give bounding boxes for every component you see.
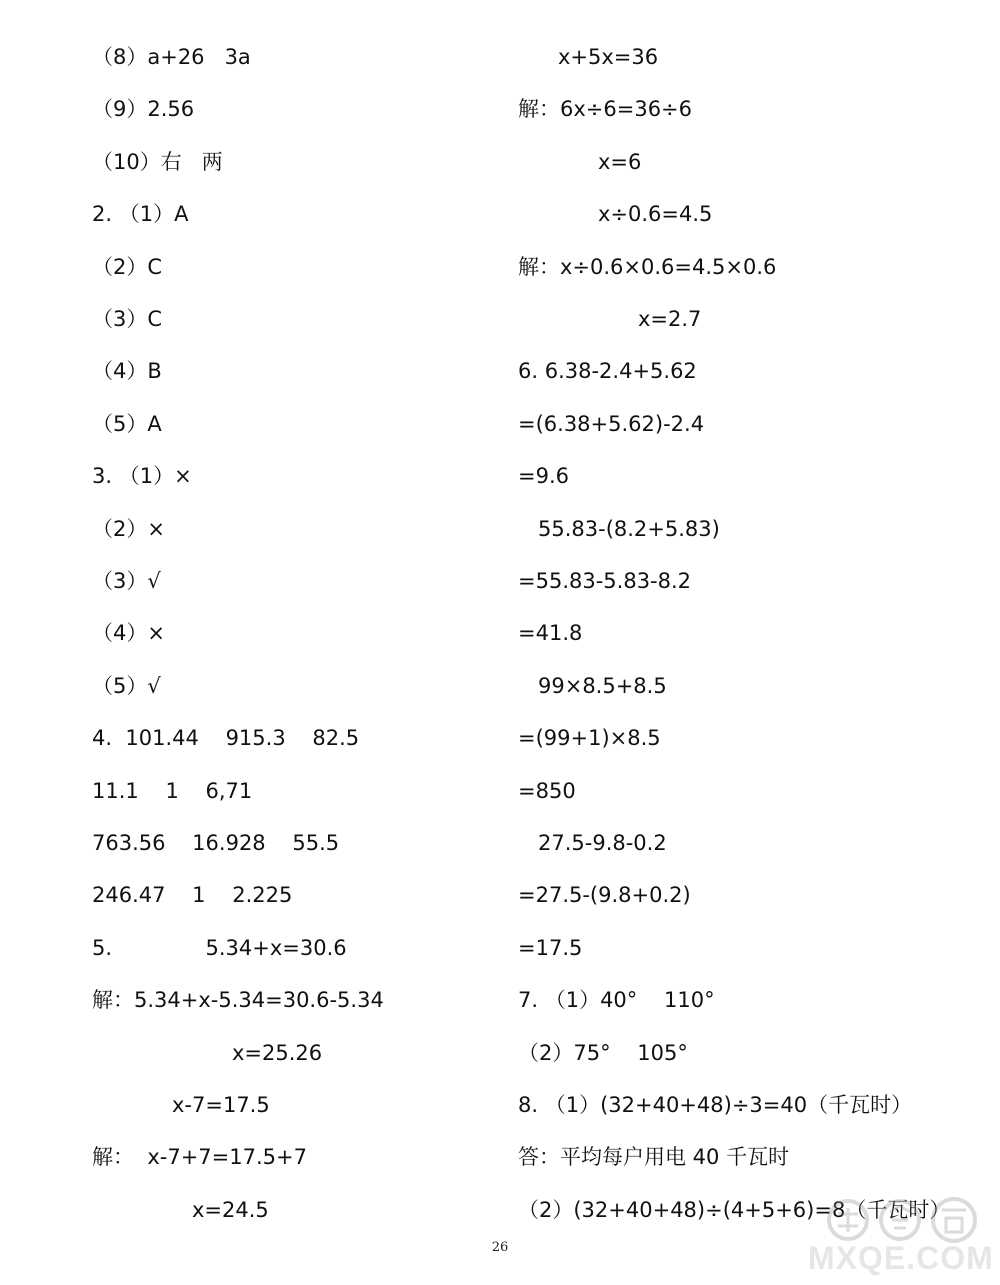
answer-line: =850 xyxy=(518,779,576,803)
answer-line: 246.47 1 2.225 xyxy=(92,883,293,907)
answer-line: 解：6x÷6=36÷6 xyxy=(518,97,693,121)
answer-line: 答：平均每户用电 40 千瓦时 xyxy=(518,1145,790,1169)
answer-line: 55.83-(8.2+5.83) xyxy=(538,517,720,541)
answer-line: =(99+1)×8.5 xyxy=(518,726,661,750)
answer-line: （3）√ xyxy=(92,569,161,593)
answer-line: 解： x-7+7=17.5+7 xyxy=(92,1145,307,1169)
answer-line: 3. （1）× xyxy=(92,464,192,488)
watermark xyxy=(808,1196,994,1280)
answer-line: 5. 5.34+x=30.6 xyxy=(92,936,347,960)
answer-line: =(6.38+5.62)-2.4 xyxy=(518,412,705,436)
answer-line: x=6 xyxy=(598,150,642,174)
answer-line: 27.5-9.8-0.2 xyxy=(538,831,667,855)
answer-line: （2）75° 105° xyxy=(518,1041,688,1065)
answer-line: （4）B xyxy=(92,359,162,383)
answer-line: x=2.7 xyxy=(638,307,702,331)
answer-line: 2. （1）A xyxy=(92,202,189,226)
answer-line: x÷0.6=4.5 xyxy=(598,202,713,226)
answer-line: x-7=17.5 xyxy=(172,1093,270,1117)
answer-line: =17.5 xyxy=(518,936,583,960)
answer-site-logo-icon xyxy=(808,1196,994,1244)
answer-line: （8）a+26 3a xyxy=(92,45,251,69)
answer-line: 763.56 16.928 55.5 xyxy=(92,831,340,855)
answer-line: 4. 101.44 915.3 82.5 xyxy=(92,726,360,750)
answer-line: （10）右 两 xyxy=(92,150,223,174)
answer-line: =41.8 xyxy=(518,621,583,645)
answer-line: （3）C xyxy=(92,307,163,331)
answer-line: （9）2.56 xyxy=(92,97,195,121)
answer-line: =9.6 xyxy=(518,464,569,488)
answer-line: x=25.26 xyxy=(232,1041,323,1065)
answer-line: 7. （1）40° 110° xyxy=(518,988,715,1012)
answer-line: =55.83-5.83-8.2 xyxy=(518,569,692,593)
answer-line: 8. （1）(32+40+48)÷3=40（千瓦时） xyxy=(518,1093,913,1117)
answer-line: （5）√ xyxy=(92,674,161,698)
answer-line: （2）× xyxy=(92,517,165,541)
answer-line: 11.1 1 6,71 xyxy=(92,779,253,803)
answer-line: （4）× xyxy=(92,621,165,645)
answer-line: 6. 6.38-2.4+5.62 xyxy=(518,359,697,383)
answer-line: （5）A xyxy=(92,412,162,436)
answer-line: x+5x=36 xyxy=(558,45,659,69)
answer-line: 解：5.34+x-5.34=30.6-5.34 xyxy=(92,988,384,1012)
watermark-url: MXQE.COM xyxy=(808,1240,994,1276)
answer-line: 99×8.5+8.5 xyxy=(538,674,667,698)
answer-line: 解：x÷0.6×0.6=4.5×0.6 xyxy=(518,255,777,279)
answer-line: =27.5-(9.8+0.2) xyxy=(518,883,691,907)
answer-line: x=24.5 xyxy=(192,1198,269,1222)
answer-line: （2）(32+40+48)÷(4+5+6)=8（千瓦时） xyxy=(518,1198,951,1222)
page-number: 26 xyxy=(491,1240,509,1255)
answer-line: （2）C xyxy=(92,255,163,279)
